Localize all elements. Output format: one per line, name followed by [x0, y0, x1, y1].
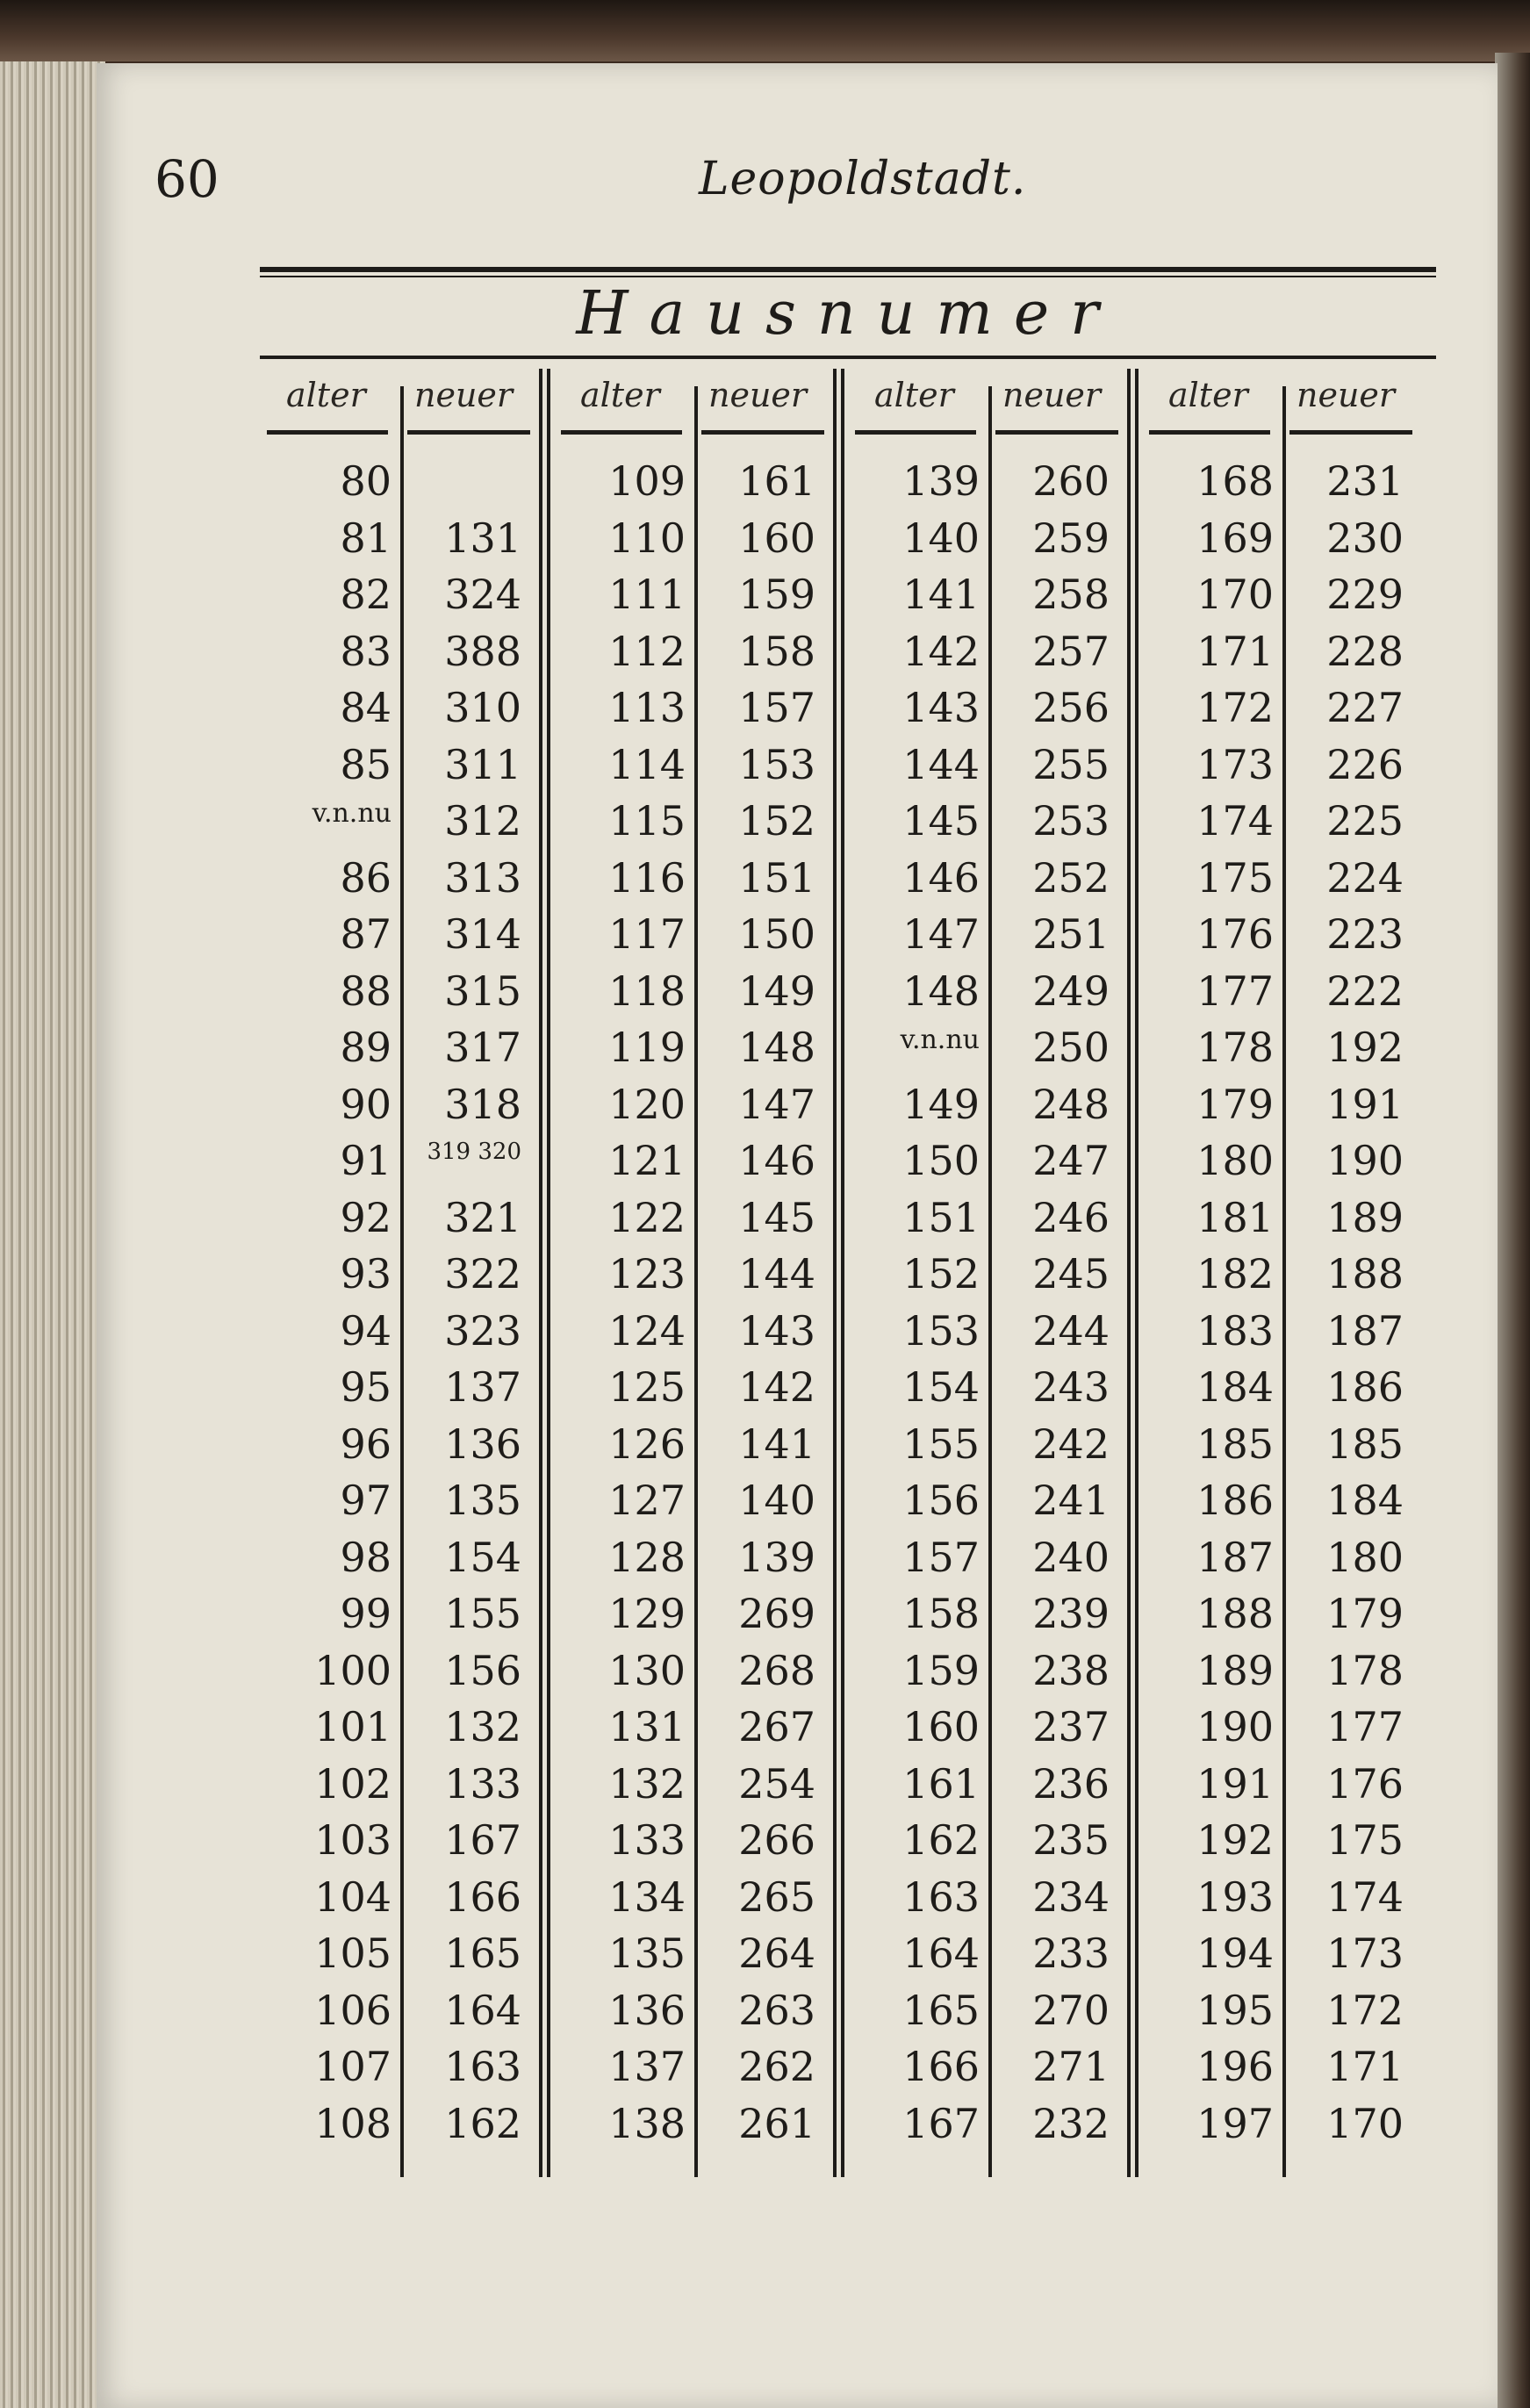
- cell-neuer: 150: [738, 910, 815, 958]
- header-alter: alter: [286, 376, 366, 414]
- cell-neuer: 388: [444, 627, 521, 675]
- cell-alter: 108: [314, 2099, 391, 2147]
- cell-neuer: 312: [444, 797, 521, 845]
- cell-alter: 88: [340, 967, 391, 1015]
- header-rule: [561, 430, 682, 435]
- cell-neuer: 271: [1032, 2043, 1110, 2090]
- cell-neuer: 226: [1326, 740, 1404, 788]
- cell-alter: 165: [902, 1986, 980, 2034]
- cell-alter: 189: [1196, 1646, 1274, 1694]
- cell-alter: 191: [1196, 1759, 1274, 1808]
- book-cover-edge: [0, 0, 1530, 61]
- cell-alter: 146: [902, 853, 980, 902]
- cell-neuer: 132: [444, 1703, 521, 1750]
- cell-neuer: 230: [1326, 514, 1404, 562]
- header-neuer: neuer: [1002, 376, 1102, 414]
- cell-neuer: 176: [1326, 1759, 1404, 1808]
- cell-alter: 137: [608, 2043, 686, 2090]
- group-double-rule: [1135, 369, 1139, 2177]
- column-separator: [1282, 386, 1286, 2177]
- column-separator: [988, 386, 992, 2177]
- cell-neuer: 236: [1032, 1759, 1110, 1808]
- cell-alter: 97: [340, 1477, 391, 1524]
- cell-alter: 90: [340, 1080, 391, 1128]
- cell-alter: 109: [608, 457, 686, 505]
- cell-alter: 181: [1196, 1193, 1274, 1241]
- cell-alter: 192: [1196, 1816, 1274, 1864]
- cell-alter: 126: [608, 1420, 686, 1468]
- cell-alter: 162: [902, 1816, 980, 1864]
- cell-alter: 188: [1196, 1590, 1274, 1637]
- cell-neuer: 322: [444, 1250, 521, 1297]
- group-double-rule: [833, 369, 837, 2177]
- cell-neuer: 233: [1032, 1930, 1110, 1977]
- cell-neuer: 173: [1326, 1930, 1404, 1977]
- cell-neuer: 251: [1032, 910, 1110, 958]
- cell-neuer: 191: [1326, 1080, 1404, 1128]
- cell-neuer: 133: [444, 1759, 521, 1808]
- cell-alter: 173: [1196, 740, 1274, 788]
- cell-neuer: 165: [444, 1930, 521, 1977]
- cell-neuer: 228: [1326, 627, 1404, 675]
- cell-neuer: 310: [444, 684, 521, 731]
- cell-neuer: 154: [444, 1533, 521, 1581]
- cell-neuer: 222: [1326, 967, 1404, 1015]
- cell-alter: 180: [1196, 1137, 1274, 1184]
- cell-alter: 158: [902, 1590, 980, 1637]
- cell-neuer: 270: [1032, 1986, 1110, 2034]
- cell-neuer: 235: [1032, 1816, 1110, 1864]
- cell-neuer: 172: [1326, 1986, 1404, 2034]
- cell-neuer: 178: [1326, 1646, 1404, 1694]
- cell-alter: 163: [902, 1872, 980, 1921]
- cell-neuer: 324: [444, 571, 521, 618]
- cell-alter: 177: [1196, 967, 1274, 1015]
- cell-neuer: 241: [1032, 1477, 1110, 1524]
- cell-alter: 196: [1196, 2043, 1274, 2090]
- cell-neuer: 315: [444, 967, 521, 1015]
- cell-neuer: 313: [444, 853, 521, 902]
- cell-neuer: 155: [444, 1590, 521, 1637]
- cell-neuer: 167: [444, 1816, 521, 1864]
- column-group-2: [554, 360, 844, 2177]
- cell-alter: 134: [608, 1872, 686, 1921]
- cell-neuer: 259: [1032, 514, 1110, 562]
- cell-alter: 169: [1196, 514, 1274, 562]
- cell-alter: 114: [608, 740, 686, 788]
- cell-neuer: 152: [738, 797, 815, 845]
- house-number-table: [260, 360, 1436, 2177]
- group-double-rule: [539, 369, 542, 2177]
- top-rule-thin: [260, 276, 1436, 277]
- cell-alter: 102: [314, 1759, 391, 1808]
- cell-neuer: 249: [1032, 967, 1110, 1015]
- cell-alter: 161: [902, 1759, 980, 1808]
- cell-neuer: 253: [1032, 797, 1110, 845]
- cell-alter: 143: [902, 684, 980, 731]
- cell-neuer: 317: [444, 1024, 521, 1071]
- cell-alter: 96: [340, 1420, 391, 1468]
- cell-alter: 128: [608, 1533, 686, 1581]
- page-edges: [0, 61, 105, 2408]
- cell-neuer: 266: [738, 1816, 815, 1864]
- cell-alter: 187: [1196, 1533, 1274, 1581]
- cell-alter: 85: [340, 740, 391, 788]
- cell-neuer: 186: [1326, 1363, 1404, 1411]
- cell-alter: 166: [902, 2043, 980, 2090]
- cell-alter: 89: [340, 1024, 391, 1071]
- cell-neuer: 239: [1032, 1590, 1110, 1637]
- cell-alter: 138: [608, 2099, 686, 2147]
- cell-neuer: 223: [1326, 910, 1404, 958]
- cell-neuer: 163: [444, 2043, 521, 2090]
- cell-alter: 86: [340, 853, 391, 902]
- cell-alter: 170: [1196, 571, 1274, 618]
- cell-alter: 120: [608, 1080, 686, 1128]
- cell-alter: 150: [902, 1137, 980, 1184]
- cell-alter: 179: [1196, 1080, 1274, 1128]
- cell-alter: 175: [1196, 853, 1274, 902]
- cell-neuer: 162: [444, 2099, 521, 2147]
- cell-alter: 124: [608, 1306, 686, 1355]
- cell-neuer: 321: [444, 1193, 521, 1241]
- header-rule: [1149, 430, 1270, 435]
- header-rule: [407, 430, 530, 435]
- cell-neuer: 250: [1032, 1024, 1110, 1071]
- cell-alter: 121: [608, 1137, 686, 1184]
- cell-alter: 185: [1196, 1420, 1274, 1468]
- cell-neuer: 269: [738, 1590, 815, 1637]
- cell-alter: 91: [340, 1137, 391, 1184]
- group-double-rule: [841, 369, 844, 2177]
- cell-alter: 132: [608, 1759, 686, 1808]
- running-title: Leopoldstadt.: [699, 153, 1027, 205]
- cell-alter: 82: [340, 571, 391, 618]
- cell-alter: 151: [902, 1193, 980, 1241]
- cell-neuer: 157: [738, 684, 815, 731]
- cell-alter: 111: [608, 571, 686, 618]
- cell-neuer: 314: [444, 910, 521, 958]
- cell-alter: 178: [1196, 1024, 1274, 1071]
- cell-neuer: 146: [738, 1137, 815, 1184]
- cell-alter: 149: [902, 1080, 980, 1128]
- cell-alter: 93: [340, 1250, 391, 1297]
- cell-alter: 153: [902, 1306, 980, 1355]
- cell-alter: 106: [314, 1986, 391, 2034]
- cell-alter: 176: [1196, 910, 1274, 958]
- cell-neuer: 234: [1032, 1872, 1110, 1921]
- cell-alter: 186: [1196, 1477, 1274, 1524]
- cell-neuer: 267: [738, 1703, 815, 1750]
- cell-alter: 101: [314, 1703, 391, 1750]
- cell-alter: 123: [608, 1250, 686, 1297]
- cell-neuer: 179: [1326, 1590, 1404, 1637]
- cell-alter: 112: [608, 627, 686, 675]
- cell-alter: 174: [1196, 797, 1274, 845]
- cell-neuer: 263: [738, 1986, 815, 2034]
- cell-alter: 168: [1196, 457, 1274, 505]
- cell-neuer: 140: [738, 1477, 815, 1524]
- cell-alter: 125: [608, 1363, 686, 1411]
- cell-alter: 87: [340, 910, 391, 958]
- cell-neuer: 268: [738, 1646, 815, 1694]
- header-alter: alter: [580, 376, 660, 414]
- cell-alter: 160: [902, 1703, 980, 1750]
- cell-neuer: 225: [1326, 797, 1404, 845]
- cell-alter: 139: [902, 457, 980, 505]
- cell-alter: 83: [340, 627, 391, 675]
- cell-neuer: 141: [738, 1420, 815, 1468]
- cell-neuer: 153: [738, 740, 815, 788]
- cell-alter: 110: [608, 514, 686, 562]
- cell-neuer: 144: [738, 1250, 815, 1297]
- cell-alter: 172: [1196, 684, 1274, 731]
- group-double-rule: [1127, 369, 1131, 2177]
- header-rule: [995, 430, 1118, 435]
- cell-neuer: 177: [1326, 1703, 1404, 1750]
- cell-neuer: 257: [1032, 627, 1110, 675]
- header-alter: alter: [874, 376, 954, 414]
- cell-alter: 135: [608, 1930, 686, 1977]
- cell-neuer: 237: [1032, 1703, 1110, 1750]
- page-header: [154, 149, 1436, 211]
- cell-neuer: 184: [1326, 1477, 1404, 1524]
- cell-neuer: 260: [1032, 457, 1110, 505]
- cell-neuer: 246: [1032, 1193, 1110, 1241]
- cell-alter: 156: [902, 1477, 980, 1524]
- cell-neuer: 311: [444, 740, 521, 788]
- cell-neuer: 227: [1326, 684, 1404, 731]
- cell-neuer: 188: [1326, 1250, 1404, 1297]
- cell-neuer: 229: [1326, 571, 1404, 618]
- cell-neuer: 255: [1032, 740, 1110, 788]
- cell-alter: 167: [902, 2099, 980, 2147]
- column-group-3: [848, 360, 1138, 2177]
- cell-neuer: 160: [738, 514, 815, 562]
- cell-neuer: 245: [1032, 1250, 1110, 1297]
- cell-neuer: 243: [1032, 1363, 1110, 1411]
- cell-alter: 105: [314, 1930, 391, 1977]
- cell-neuer: 247: [1032, 1137, 1110, 1184]
- cell-neuer: 232: [1032, 2099, 1110, 2147]
- cell-alter: 144: [902, 740, 980, 788]
- cell-neuer: 265: [738, 1872, 815, 1921]
- cell-alter: 113: [608, 684, 686, 731]
- cell-alter: 92: [340, 1193, 391, 1241]
- cell-neuer: 254: [738, 1759, 815, 1808]
- cell-alter: 142: [902, 627, 980, 675]
- header-neuer: neuer: [414, 376, 514, 414]
- cell-neuer: 323: [444, 1306, 521, 1355]
- cell-alter: 84: [340, 684, 391, 731]
- cell-alter: 193: [1196, 1872, 1274, 1921]
- cell-alter: 131: [608, 1703, 686, 1750]
- group-double-rule: [547, 369, 550, 2177]
- cell-neuer: 147: [738, 1080, 815, 1128]
- cell-alter: 115: [608, 797, 686, 845]
- cell-neuer: 187: [1326, 1306, 1404, 1355]
- cell-neuer: 248: [1032, 1080, 1110, 1128]
- cell-alter: 182: [1196, 1250, 1274, 1297]
- header-alter: alter: [1168, 376, 1248, 414]
- cell-neuer: 137: [444, 1363, 521, 1411]
- cell-neuer: 190: [1326, 1137, 1404, 1184]
- cell-neuer: 136: [444, 1420, 521, 1468]
- cell-neuer: 156: [444, 1646, 521, 1694]
- column-group-4: [1142, 360, 1432, 2177]
- cell-alter: 190: [1196, 1703, 1274, 1750]
- cell-neuer: 192: [1326, 1024, 1404, 1071]
- cell-alter: 145: [902, 797, 980, 845]
- top-rule: [260, 267, 1436, 272]
- cell-alter: 103: [314, 1816, 391, 1864]
- cell-neuer: 185: [1326, 1420, 1404, 1468]
- cell-alter: 122: [608, 1193, 686, 1241]
- title-rule: [260, 356, 1436, 359]
- cell-alter: 81: [340, 514, 391, 562]
- column-separator: [400, 386, 404, 2177]
- cell-neuer: 164: [444, 1986, 521, 2034]
- cell-neuer: 166: [444, 1872, 521, 1921]
- cell-alter: 157: [902, 1533, 980, 1581]
- header-rule: [267, 430, 388, 435]
- cell-alter: 107: [314, 2043, 391, 2090]
- cell-alter: 147: [902, 910, 980, 958]
- cell-alter: 80: [340, 457, 391, 505]
- cell-neuer: 142: [738, 1363, 815, 1411]
- header-rule: [1289, 430, 1412, 435]
- cell-alter: 119: [608, 1024, 686, 1071]
- cell-neuer: 161: [738, 457, 815, 505]
- header-neuer: neuer: [708, 376, 808, 414]
- cell-alter: 94: [340, 1306, 391, 1355]
- cell-neuer: 139: [738, 1533, 815, 1581]
- cell-alter: 130: [608, 1646, 686, 1694]
- cell-alter: 141: [902, 571, 980, 618]
- page-number: 60: [154, 149, 219, 209]
- cell-alter: 194: [1196, 1930, 1274, 1977]
- cell-alter: 98: [340, 1533, 391, 1581]
- cell-alter: 154: [902, 1363, 980, 1411]
- cell-neuer: 262: [738, 2043, 815, 2090]
- cell-alter: 129: [608, 1590, 686, 1637]
- cell-neuer: 264: [738, 1930, 815, 1977]
- cell-neuer: 151: [738, 853, 815, 902]
- cell-alter: v.n.nu: [900, 1024, 980, 1055]
- header-neuer: neuer: [1297, 376, 1396, 414]
- cell-neuer: 252: [1032, 853, 1110, 902]
- cell-neuer: 231: [1326, 457, 1404, 505]
- cell-neuer: 238: [1032, 1646, 1110, 1694]
- cell-neuer: 131: [444, 514, 521, 562]
- cell-alter: 195: [1196, 1986, 1274, 2034]
- cell-neuer: 258: [1032, 571, 1110, 618]
- cell-neuer: 224: [1326, 853, 1404, 902]
- cell-neuer: 148: [738, 1024, 815, 1071]
- cell-alter: 116: [608, 853, 686, 902]
- cell-alter: 118: [608, 967, 686, 1015]
- cell-alter: 140: [902, 514, 980, 562]
- cell-alter: v.n.nu: [312, 798, 391, 829]
- cell-neuer: 189: [1326, 1193, 1404, 1241]
- header-rule: [701, 430, 824, 435]
- cell-alter: 127: [608, 1477, 686, 1524]
- cell-neuer: 145: [738, 1193, 815, 1241]
- cell-neuer: 256: [1032, 684, 1110, 731]
- cell-alter: 148: [902, 967, 980, 1015]
- column-group-1: [260, 360, 550, 2177]
- cell-alter: 95: [340, 1363, 391, 1411]
- cell-alter: 117: [608, 910, 686, 958]
- cell-neuer: 244: [1032, 1306, 1110, 1355]
- cell-alter: 99: [340, 1590, 391, 1637]
- cell-alter: 171: [1196, 627, 1274, 675]
- cell-alter: 164: [902, 1930, 980, 1977]
- cell-neuer: 170: [1326, 2099, 1404, 2147]
- cell-neuer: 149: [738, 967, 815, 1015]
- cell-alter: 197: [1196, 2099, 1274, 2147]
- column-separator: [694, 386, 698, 2177]
- cell-neuer: 171: [1326, 2043, 1404, 2090]
- cell-neuer: 158: [738, 627, 815, 675]
- cell-neuer: 175: [1326, 1816, 1404, 1864]
- cell-alter: 184: [1196, 1363, 1274, 1411]
- cell-alter: 159: [902, 1646, 980, 1694]
- cell-alter: 133: [608, 1816, 686, 1864]
- cell-neuer: 180: [1326, 1533, 1404, 1581]
- cell-alter: 104: [314, 1872, 391, 1921]
- book-spine-edge: [1495, 53, 1530, 2408]
- cell-alter: 155: [902, 1420, 980, 1468]
- cell-neuer: 240: [1032, 1533, 1110, 1581]
- cell-neuer: 242: [1032, 1420, 1110, 1468]
- cell-neuer: 135: [444, 1477, 521, 1524]
- cell-alter: 183: [1196, 1306, 1274, 1355]
- cell-neuer: 318: [444, 1080, 521, 1128]
- header-rule: [855, 430, 976, 435]
- cell-neuer: 174: [1326, 1872, 1404, 1921]
- cell-alter: 136: [608, 1986, 686, 2034]
- cell-neuer: 143: [738, 1306, 815, 1355]
- cell-alter: 152: [902, 1250, 980, 1297]
- cell-neuer: 319 320: [427, 1139, 521, 1165]
- cell-alter: 100: [314, 1646, 391, 1694]
- cell-neuer: 261: [738, 2099, 815, 2147]
- cell-neuer: 159: [738, 571, 815, 618]
- table-title: Hausnumer: [576, 279, 1120, 349]
